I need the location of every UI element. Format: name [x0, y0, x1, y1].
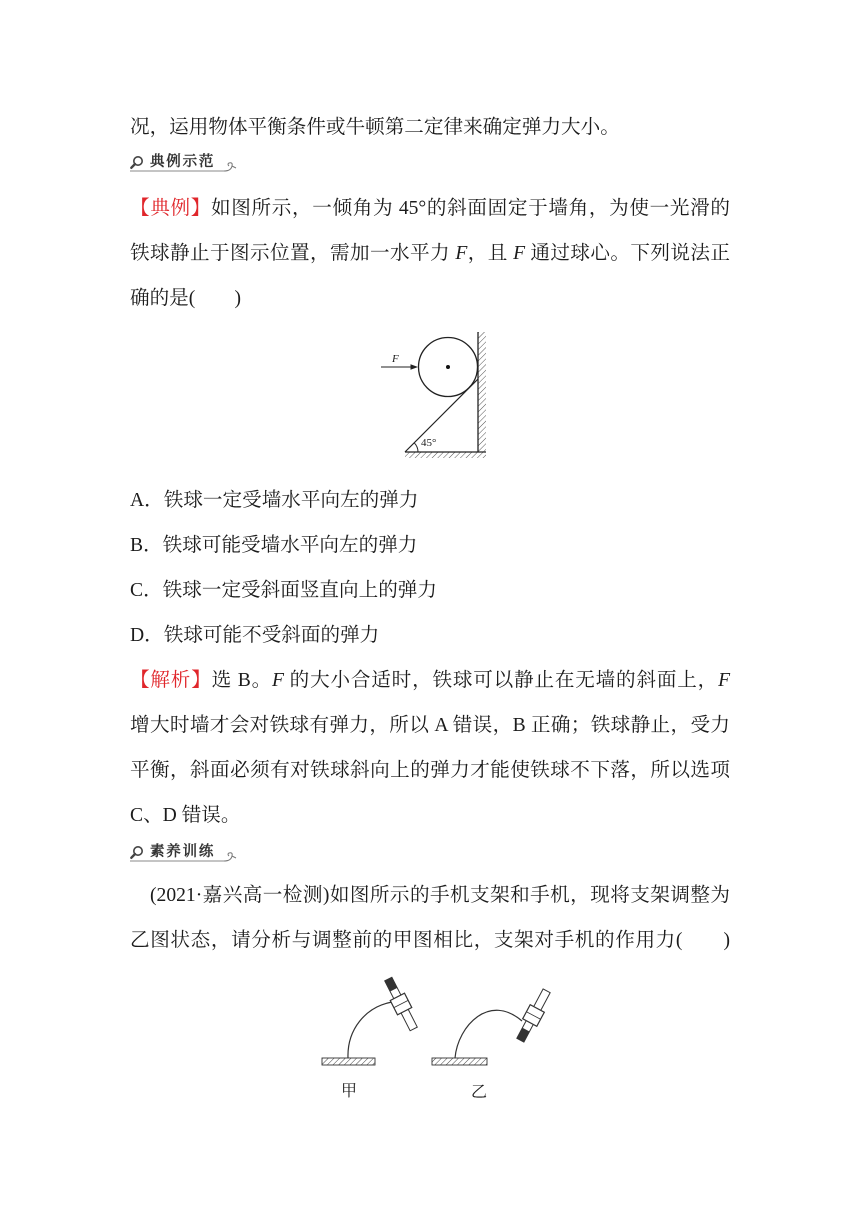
example-line-2 [130, 231, 730, 276]
section-label-text: 典例示范 [150, 154, 216, 170]
force-symbol: F [513, 243, 526, 264]
exercise-line-2: 乙图状态，请分析与调整前的甲图相比，支架对手机的作用力( ) [130, 930, 730, 951]
phone [381, 975, 421, 1032]
ball-center-dot [446, 365, 450, 369]
magnifier-icon [131, 847, 142, 858]
example-line-3: 确的是( ) [130, 288, 242, 309]
option-d: D．铁球可能不受斜面的弹力 [130, 625, 380, 646]
analysis-line-1 [130, 658, 730, 703]
exercise-line-1: (2021·嘉兴高一检测)如图所示的手机支架和手机，现将支架调整为 [150, 885, 730, 906]
analysis-line-3: 平衡，斜面必须有对铁球斜向上的弹力才能使铁球不下落，所以选项 [130, 760, 730, 781]
holder-arm [348, 1002, 392, 1058]
phone [513, 987, 553, 1044]
analysis-line-2: 增大时墙才会对铁球有弹力，所以 A 错误，B 正确；铁球静止，受力 [130, 715, 730, 736]
force-arrow-head [411, 364, 419, 369]
floor-hatching [405, 452, 486, 458]
option-a: A．铁球一定受墙水平向左的弹力 [130, 490, 419, 511]
example-line-2-part-c: 通过球心。下列说法正 [525, 243, 730, 264]
analysis-tag: 【解析】 [130, 670, 212, 691]
figure-label-yi: 乙 [471, 1084, 488, 1101]
section-label-example [128, 151, 240, 175]
holder-base [322, 1058, 375, 1065]
section-underline-curl [224, 163, 236, 171]
section-label-text: 素养训练 [150, 844, 216, 860]
magnifier-icon [131, 157, 142, 168]
angle-label: 45° [421, 437, 437, 449]
example-line-2-part-a: 铁球静止于图示位置，需加一水平力 [130, 243, 456, 264]
force-symbol: F [272, 670, 284, 691]
force-symbol: F [455, 243, 468, 264]
intro-line: 况，运用物体平衡条件或牛顿第二定律来确定弹力大小。 [130, 117, 620, 138]
option-b: B．铁球可能受墙水平向左的弹力 [130, 535, 418, 556]
analysis-line-4: C、D 错误。 [130, 805, 241, 826]
angle-arc [414, 443, 418, 452]
option-c: C．铁球一定受斜面竖直向上的弹力 [130, 580, 437, 601]
example-line-1-text: 如图所示，一倾角为 45°的斜面固定于墙角，为使一光滑的 [211, 198, 731, 219]
section-label-practice [128, 841, 240, 865]
ball-incline-figure [375, 328, 495, 463]
wall-hatching [478, 332, 486, 452]
example-line-1 [130, 186, 730, 231]
holder-arm [455, 1010, 522, 1058]
force-label: F [392, 353, 399, 365]
holder-jia [322, 975, 421, 1065]
analysis-line-1-part-a: 选 B。 [211, 670, 272, 691]
section-underline-curl [224, 853, 236, 861]
example-line-2-part-b: ，且 [467, 243, 514, 264]
holder-base [432, 1058, 487, 1065]
holder-yi [432, 987, 554, 1065]
force-symbol: F [718, 670, 731, 691]
example-tag: 【典例】 [130, 198, 212, 219]
figure-label-jia: 甲 [341, 1083, 358, 1100]
phone-holder-figure [315, 975, 555, 1075]
analysis-line-1-part-b: 的大小合适时，铁球可以静止在无墙的斜面上， [283, 670, 719, 691]
